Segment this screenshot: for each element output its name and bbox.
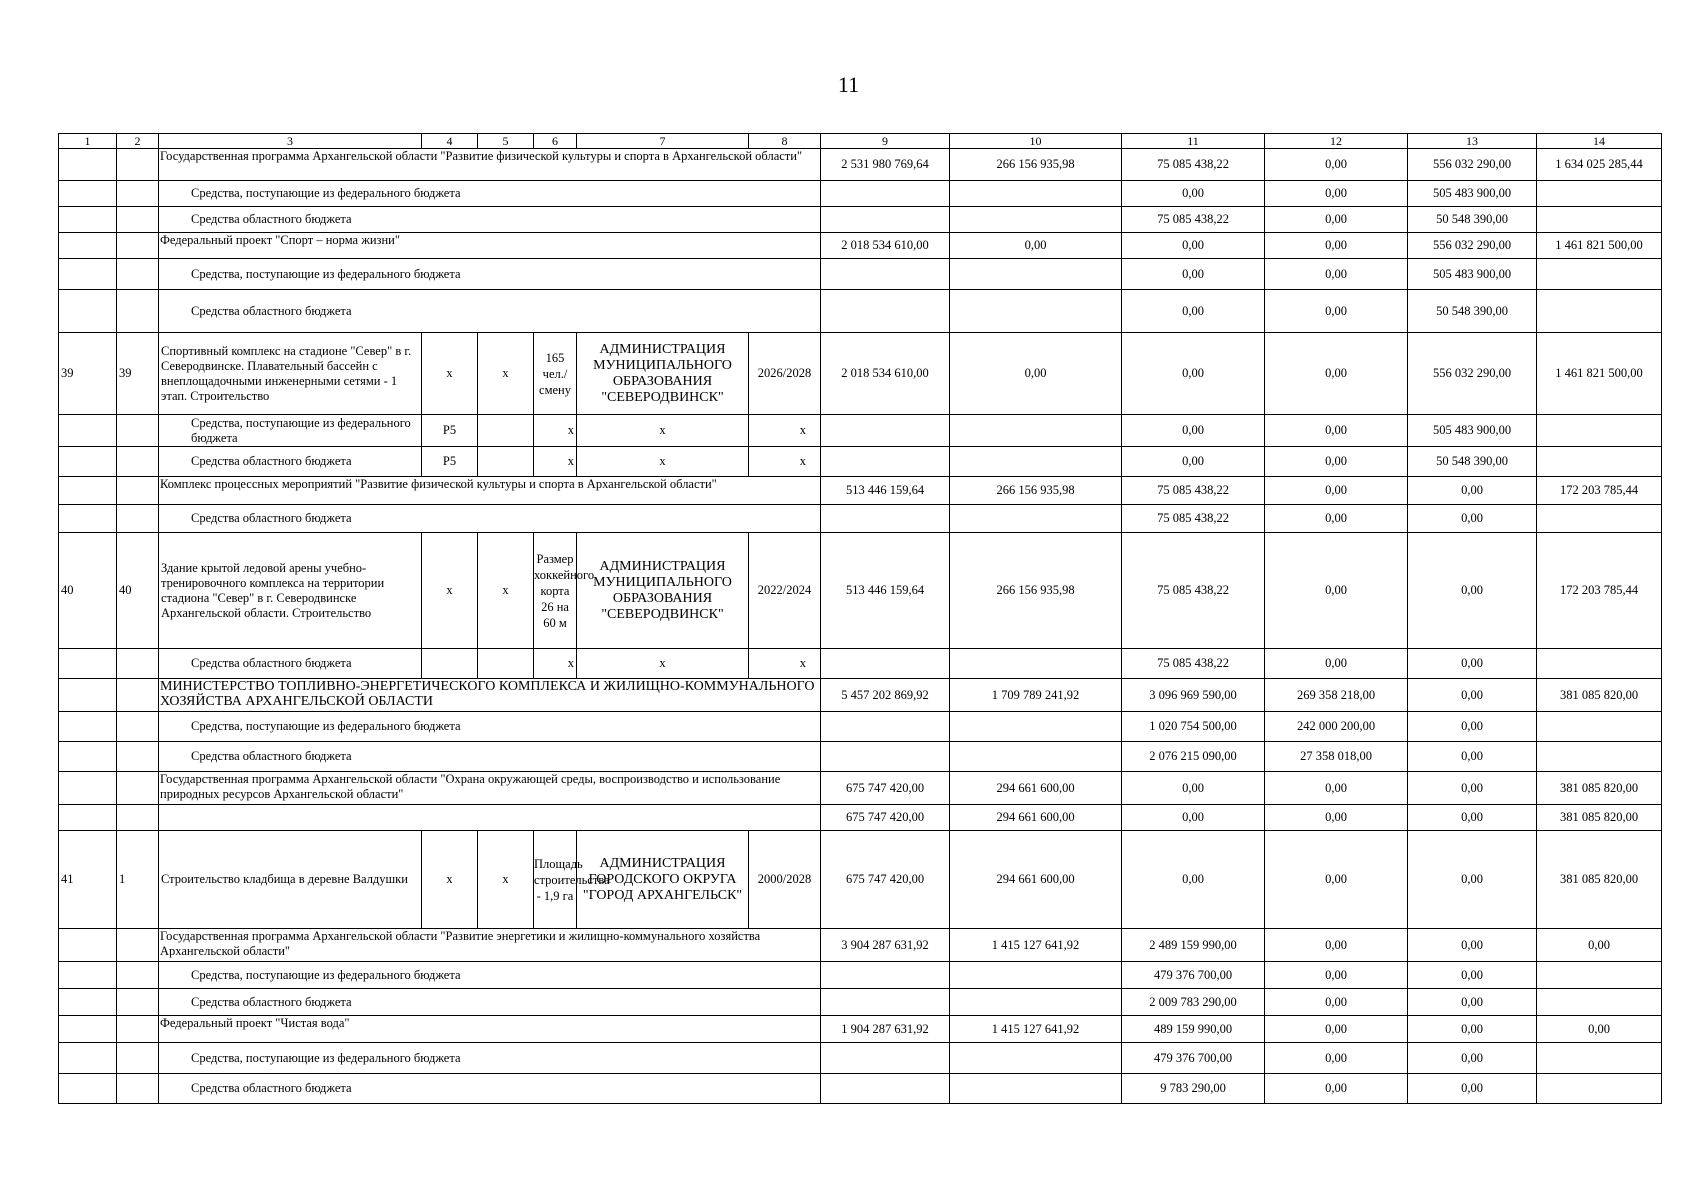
cell-value: 381 085 820,00 bbox=[1537, 831, 1662, 929]
empty-cell bbox=[59, 989, 117, 1016]
cell-value: 0,00 bbox=[1265, 805, 1408, 831]
cell-value: х bbox=[577, 649, 749, 679]
table-row bbox=[59, 772, 1662, 805]
empty-cell bbox=[478, 415, 534, 447]
empty-cell bbox=[59, 477, 117, 505]
cell-value: 479 376 700,00 bbox=[1122, 1043, 1265, 1074]
cell-value: 0,00 bbox=[1408, 805, 1537, 831]
empty-cell bbox=[950, 259, 1122, 290]
table-row bbox=[59, 679, 1662, 712]
row-description: Средства областного бюджета bbox=[159, 742, 821, 772]
cell-value: х bbox=[577, 447, 749, 477]
empty-cell bbox=[1537, 712, 1662, 742]
empty-cell bbox=[1537, 207, 1662, 233]
cell-value: 2 489 159 990,00 bbox=[1122, 929, 1265, 962]
empty-cell bbox=[117, 477, 159, 505]
empty-cell bbox=[950, 447, 1122, 477]
cell-value: 0,00 bbox=[1122, 831, 1265, 929]
cell-value: 675 747 420,00 bbox=[821, 772, 950, 805]
object-name: Здание крытой ледовой арены учебно-тренировочного комплекса на территории стадиона "Север" в г. Северодвинске Архангельской области. Строительство bbox=[159, 533, 422, 649]
cell-value: 0,00 bbox=[1265, 505, 1408, 533]
empty-cell bbox=[821, 649, 950, 679]
empty-cell bbox=[117, 290, 159, 333]
cell-value: 0,00 bbox=[1122, 233, 1265, 259]
cell-value: 0,00 bbox=[1265, 290, 1408, 333]
empty-cell bbox=[950, 505, 1122, 533]
cell-value: 0,00 bbox=[1122, 447, 1265, 477]
object-name: Строительство кладбища в деревне Валдушки bbox=[159, 831, 422, 929]
cell-value: х bbox=[534, 447, 577, 477]
empty-cell bbox=[59, 505, 117, 533]
empty-cell bbox=[117, 649, 159, 679]
empty-cell bbox=[59, 679, 117, 712]
table-row bbox=[59, 831, 1662, 929]
cell-value: 0,00 bbox=[1265, 233, 1408, 259]
cell-value: 0,00 bbox=[1265, 477, 1408, 505]
cell-value: 2 009 783 290,00 bbox=[1122, 989, 1265, 1016]
cell-value: 0,00 bbox=[1408, 989, 1537, 1016]
cell-value: Р5 bbox=[422, 415, 478, 447]
cell-value: 242 000 200,00 bbox=[1265, 712, 1408, 742]
header-cell: 9 bbox=[821, 134, 950, 149]
row-description: Государственная программа Архангельской области "Охрана окружающей среды, воспроизводство и использование природных ресурсов Архангельской области" bbox=[159, 772, 821, 805]
row-description: Средства областного бюджета bbox=[159, 505, 821, 533]
cell-value: 0,00 bbox=[1265, 207, 1408, 233]
organization: АДМИНИСТРАЦИЯ МУНИЦИПАЛЬНОГО ОБРАЗОВАНИЯ "СЕВЕРОДВИНСК" bbox=[577, 533, 749, 649]
cell-value: 0,00 bbox=[1265, 415, 1408, 447]
cell-value: 0,00 bbox=[1265, 1043, 1408, 1074]
empty-cell bbox=[59, 181, 117, 207]
cell-value: 556 032 290,00 bbox=[1408, 233, 1537, 259]
empty-cell bbox=[1537, 290, 1662, 333]
period: 2022/2024 bbox=[749, 533, 821, 649]
cell-value: 0,00 bbox=[1122, 333, 1265, 415]
header-row bbox=[59, 134, 1662, 149]
cell-value: 0,00 bbox=[1265, 181, 1408, 207]
empty-cell bbox=[59, 772, 117, 805]
header-cell: 1 bbox=[59, 134, 117, 149]
empty-cell bbox=[59, 649, 117, 679]
cell-value: х bbox=[534, 415, 577, 447]
cell-value: 0,00 bbox=[1408, 962, 1537, 989]
empty-cell bbox=[59, 742, 117, 772]
empty-cell bbox=[478, 649, 534, 679]
cell-value: 0,00 bbox=[1265, 962, 1408, 989]
cell-value: 0,00 bbox=[1408, 929, 1537, 962]
empty-cell bbox=[59, 1074, 117, 1104]
empty-cell bbox=[117, 415, 159, 447]
row-description: Средства областного бюджета bbox=[159, 290, 821, 333]
row-description: Федеральный проект "Спорт – норма жизни" bbox=[159, 233, 821, 259]
cell-value: 513 446 159,64 bbox=[821, 477, 950, 505]
capacity: 165 чел./смену bbox=[534, 333, 577, 415]
table-row bbox=[59, 477, 1662, 505]
cell-value: х bbox=[749, 649, 821, 679]
empty-cell bbox=[117, 742, 159, 772]
row-number: 41 bbox=[59, 831, 117, 929]
cell-value: х bbox=[534, 649, 577, 679]
cell-value: 0,00 bbox=[1408, 649, 1537, 679]
table-row bbox=[59, 233, 1662, 259]
row-description: Средства, поступающие из федерального бюджета bbox=[159, 1043, 821, 1074]
cell-value: 1 709 789 241,92 bbox=[950, 679, 1122, 712]
cell-value: 5 457 202 869,92 bbox=[821, 679, 950, 712]
row-description: Средства областного бюджета bbox=[159, 207, 821, 233]
period: 2026/2028 bbox=[749, 333, 821, 415]
cell-value: 0,00 bbox=[1122, 772, 1265, 805]
cell-value: 50 548 390,00 bbox=[1408, 207, 1537, 233]
cell-value: 75 085 438,22 bbox=[1122, 477, 1265, 505]
period: 2000/2028 bbox=[749, 831, 821, 929]
table-row bbox=[59, 649, 1662, 679]
cell-value: 0,00 bbox=[1408, 679, 1537, 712]
empty-cell bbox=[117, 962, 159, 989]
header-cell: 7 bbox=[577, 134, 749, 149]
empty-cell bbox=[117, 447, 159, 477]
organization: АДМИНИСТРАЦИЯ МУНИЦИПАЛЬНОГО ОБРАЗОВАНИЯ "СЕВЕРОДВИНСК" bbox=[577, 333, 749, 415]
table-row bbox=[59, 742, 1662, 772]
ministry-title: МИНИСТЕРСТВО ТОПЛИВНО-ЭНЕРГЕТИЧЕСКОГО КОМПЛЕКСА И ЖИЛИЩНО-КОММУНАЛЬНОГО ХОЗЯЙСТВА АРХАНГЕЛЬСКОЙ ОБЛАСТИ bbox=[159, 679, 821, 712]
cell-value: 0,00 bbox=[1408, 1043, 1537, 1074]
cell-value: 50 548 390,00 bbox=[1408, 447, 1537, 477]
cell-value: 1 461 821 500,00 bbox=[1537, 333, 1662, 415]
empty-cell bbox=[117, 1016, 159, 1043]
header-cell: 14 bbox=[1537, 134, 1662, 149]
empty-cell bbox=[1537, 742, 1662, 772]
cell-value: 0,00 bbox=[1408, 505, 1537, 533]
empty-cell bbox=[1537, 962, 1662, 989]
row-description: Федеральный проект "Чистая вода" bbox=[159, 1016, 821, 1043]
cell-value: 294 661 600,00 bbox=[950, 805, 1122, 831]
cell-value: х bbox=[749, 415, 821, 447]
header-cell: 5 bbox=[478, 134, 534, 149]
cell-value: 75 085 438,22 bbox=[1122, 505, 1265, 533]
table-row bbox=[59, 712, 1662, 742]
empty-cell bbox=[1537, 447, 1662, 477]
cell-value: 505 483 900,00 bbox=[1408, 181, 1537, 207]
empty-cell bbox=[59, 1043, 117, 1074]
empty-cell bbox=[117, 679, 159, 712]
cell-value: 0,00 bbox=[1408, 477, 1537, 505]
cell-value: 479 376 700,00 bbox=[1122, 962, 1265, 989]
cell-value: 1 415 127 641,92 bbox=[950, 1016, 1122, 1043]
capacity: Площадь строительства - 1,9 га bbox=[534, 831, 577, 929]
table-row bbox=[59, 415, 1662, 447]
empty-cell bbox=[1537, 989, 1662, 1016]
cell-value: 381 085 820,00 bbox=[1537, 805, 1662, 831]
row-description: Средства областного бюджета bbox=[159, 989, 821, 1016]
cell-value: 1 415 127 641,92 bbox=[950, 929, 1122, 962]
empty-cell bbox=[950, 207, 1122, 233]
page-number: 11 bbox=[837, 72, 860, 97]
cell-value: 0,00 bbox=[950, 233, 1122, 259]
cell-value: 1 461 821 500,00 bbox=[1537, 233, 1662, 259]
table-row bbox=[59, 1016, 1662, 1043]
cell-value: Р5 bbox=[422, 447, 478, 477]
cell-value: 266 156 935,98 bbox=[950, 149, 1122, 181]
cell-value: 75 085 438,22 bbox=[1122, 149, 1265, 181]
cell-value: 266 156 935,98 bbox=[950, 533, 1122, 649]
empty-cell bbox=[59, 805, 117, 831]
cell-value: 266 156 935,98 bbox=[950, 477, 1122, 505]
cell-value: 0,00 bbox=[1408, 1016, 1537, 1043]
table-row bbox=[59, 989, 1662, 1016]
empty-cell bbox=[117, 259, 159, 290]
header-cell: 8 bbox=[749, 134, 821, 149]
cell-value: 0,00 bbox=[1122, 259, 1265, 290]
cell-value: 0,00 bbox=[1265, 929, 1408, 962]
empty-cell bbox=[950, 742, 1122, 772]
cell-value: 1 904 287 631,92 bbox=[821, 1016, 950, 1043]
cell-value: 50 548 390,00 bbox=[1408, 290, 1537, 333]
empty-cell bbox=[950, 1043, 1122, 1074]
capacity: Размер хоккейного корта 26 на 60 м bbox=[534, 533, 577, 649]
empty-cell bbox=[117, 929, 159, 962]
organization: АДМИНИСТРАЦИЯ ГОРОДСКОГО ОКРУГА "ГОРОД АРХАНГЕЛЬСК" bbox=[577, 831, 749, 929]
cell-value: 1 634 025 285,44 bbox=[1537, 149, 1662, 181]
cell-value: 2 531 980 769,64 bbox=[821, 149, 950, 181]
empty-cell bbox=[422, 649, 478, 679]
cell-value: 556 032 290,00 bbox=[1408, 149, 1537, 181]
cell-value: 3 096 969 590,00 bbox=[1122, 679, 1265, 712]
row-description: Средства, поступающие из федерального бюджета bbox=[159, 259, 821, 290]
row-number: 39 bbox=[117, 333, 159, 415]
empty-cell bbox=[59, 712, 117, 742]
cell-value: 27 358 018,00 bbox=[1265, 742, 1408, 772]
cell-value: 0,00 bbox=[1265, 447, 1408, 477]
cell-value: 0,00 bbox=[1265, 1016, 1408, 1043]
empty-cell bbox=[117, 805, 159, 831]
empty-cell bbox=[1537, 181, 1662, 207]
cell-value: 0,00 bbox=[1265, 831, 1408, 929]
empty-cell bbox=[821, 742, 950, 772]
empty-cell bbox=[821, 505, 950, 533]
empty-cell bbox=[821, 1074, 950, 1104]
header-cell: 13 bbox=[1408, 134, 1537, 149]
cell-value: 0,00 bbox=[1122, 181, 1265, 207]
cell-value: 2 018 534 610,00 bbox=[821, 333, 950, 415]
empty-cell bbox=[117, 772, 159, 805]
empty-cell bbox=[950, 712, 1122, 742]
object-name: Спортивный комплекс на стадионе "Север" в г. Северодвинске. Плавательный бассейн с внеплощадочными инженерными сетями - 1 этап. Строительство bbox=[159, 333, 422, 415]
row-description: Средства областного бюджета bbox=[159, 649, 422, 679]
empty-cell bbox=[1537, 259, 1662, 290]
empty-cell bbox=[59, 962, 117, 989]
cell-value: 0,00 bbox=[1265, 333, 1408, 415]
empty-cell bbox=[59, 290, 117, 333]
empty-cell bbox=[117, 181, 159, 207]
empty-cell bbox=[59, 1016, 117, 1043]
cell-value: 0,00 bbox=[1408, 1074, 1537, 1104]
empty-cell bbox=[59, 149, 117, 181]
empty-cell bbox=[950, 649, 1122, 679]
cell-value: 0,00 bbox=[1265, 649, 1408, 679]
cell-value: х bbox=[749, 447, 821, 477]
empty-cell bbox=[821, 259, 950, 290]
header-cell: 2 bbox=[117, 134, 159, 149]
empty-cell bbox=[821, 712, 950, 742]
cell-value: 0,00 bbox=[1122, 290, 1265, 333]
cell-value: 675 747 420,00 bbox=[821, 831, 950, 929]
header-cell: 3 bbox=[159, 134, 422, 149]
table-row bbox=[59, 805, 1662, 831]
table-row bbox=[59, 181, 1662, 207]
cell-value: 0,00 bbox=[950, 333, 1122, 415]
cell-value: 0,00 bbox=[1537, 929, 1662, 962]
cell-value: 0,00 bbox=[1122, 415, 1265, 447]
empty-cell bbox=[821, 181, 950, 207]
empty-cell bbox=[59, 447, 117, 477]
empty-cell bbox=[117, 207, 159, 233]
cell-value: 675 747 420,00 bbox=[821, 805, 950, 831]
row-number: 40 bbox=[117, 533, 159, 649]
table-row bbox=[59, 207, 1662, 233]
cell-value: х bbox=[422, 533, 478, 649]
empty-cell bbox=[821, 989, 950, 1016]
cell-value: х bbox=[478, 333, 534, 415]
cell-value: х bbox=[422, 333, 478, 415]
cell-value: 489 159 990,00 bbox=[1122, 1016, 1265, 1043]
empty-cell bbox=[950, 181, 1122, 207]
cell-value: х bbox=[577, 415, 749, 447]
cell-value: 0,00 bbox=[1537, 1016, 1662, 1043]
cell-value: 381 085 820,00 bbox=[1537, 679, 1662, 712]
cell-value: 294 661 600,00 bbox=[950, 772, 1122, 805]
row-number: 40 bbox=[59, 533, 117, 649]
cell-value: 294 661 600,00 bbox=[950, 831, 1122, 929]
header-cell: 4 bbox=[422, 134, 478, 149]
empty-cell bbox=[821, 962, 950, 989]
empty-cell bbox=[1537, 415, 1662, 447]
table-row bbox=[59, 533, 1662, 649]
table-row bbox=[59, 333, 1662, 415]
cell-value: 75 085 438,22 bbox=[1122, 533, 1265, 649]
table-row bbox=[59, 505, 1662, 533]
empty-cell bbox=[950, 415, 1122, 447]
row-description: Средства областного бюджета bbox=[159, 1074, 821, 1104]
cell-value: 505 483 900,00 bbox=[1408, 415, 1537, 447]
empty-cell bbox=[117, 989, 159, 1016]
table-row bbox=[59, 149, 1662, 181]
row-description: Средства, поступающие из федерального бюджета bbox=[159, 415, 422, 447]
cell-value: 0,00 bbox=[1265, 1074, 1408, 1104]
cell-value: 513 446 159,64 bbox=[821, 533, 950, 649]
row-description: Средства, поступающие из федерального бюджета bbox=[159, 962, 821, 989]
empty-cell bbox=[821, 1043, 950, 1074]
empty-cell bbox=[1537, 649, 1662, 679]
cell-value: 0,00 bbox=[1122, 805, 1265, 831]
header-cell: 10 bbox=[950, 134, 1122, 149]
empty-cell bbox=[1537, 1043, 1662, 1074]
row-number: 39 bbox=[59, 333, 117, 415]
header-cell: 6 bbox=[534, 134, 577, 149]
cell-value: х bbox=[422, 831, 478, 929]
table-row bbox=[59, 1074, 1662, 1104]
table-row bbox=[59, 962, 1662, 989]
empty-cell bbox=[1537, 1074, 1662, 1104]
cell-value: 0,00 bbox=[1265, 149, 1408, 181]
table-row bbox=[59, 290, 1662, 333]
empty-cell bbox=[117, 505, 159, 533]
cell-value: 75 085 438,22 bbox=[1122, 649, 1265, 679]
row-description: Средства, поступающие из федерального бюджета bbox=[159, 181, 821, 207]
empty-cell bbox=[821, 207, 950, 233]
cell-value: 0,00 bbox=[1408, 831, 1537, 929]
cell-value: 0,00 bbox=[1265, 989, 1408, 1016]
empty-cell bbox=[478, 447, 534, 477]
empty-cell bbox=[950, 1074, 1122, 1104]
cell-value: 9 783 290,00 bbox=[1122, 1074, 1265, 1104]
empty-cell bbox=[59, 415, 117, 447]
cell-value: 2 018 534 610,00 bbox=[821, 233, 950, 259]
row-description bbox=[159, 805, 821, 831]
empty-cell bbox=[950, 290, 1122, 333]
empty-cell bbox=[821, 290, 950, 333]
cell-value: 0,00 bbox=[1265, 259, 1408, 290]
cell-value: 0,00 bbox=[1408, 772, 1537, 805]
empty-cell bbox=[117, 1074, 159, 1104]
row-description: Государственная программа Архангельской области "Развитие энергетики и жилищно-коммунального хозяйства Архангельской области" bbox=[159, 929, 821, 962]
cell-value: 0,00 bbox=[1408, 742, 1537, 772]
cell-value: 0,00 bbox=[1265, 772, 1408, 805]
cell-value: 0,00 bbox=[1408, 533, 1537, 649]
empty-cell bbox=[117, 149, 159, 181]
cell-value: 381 085 820,00 bbox=[1537, 772, 1662, 805]
budget-table bbox=[58, 133, 1662, 1104]
row-number: 1 bbox=[117, 831, 159, 929]
row-description: Комплекс процессных мероприятий "Развитие физической культуры и спорта в Архангельской области" bbox=[159, 477, 821, 505]
empty-cell bbox=[821, 415, 950, 447]
cell-value: 2 076 215 090,00 bbox=[1122, 742, 1265, 772]
empty-cell bbox=[117, 233, 159, 259]
cell-value: 75 085 438,22 bbox=[1122, 207, 1265, 233]
cell-value: 1 020 754 500,00 bbox=[1122, 712, 1265, 742]
header-cell: 12 bbox=[1265, 134, 1408, 149]
empty-cell bbox=[59, 233, 117, 259]
empty-cell bbox=[59, 259, 117, 290]
cell-value: 3 904 287 631,92 bbox=[821, 929, 950, 962]
cell-value: 0,00 bbox=[1265, 533, 1408, 649]
empty-cell bbox=[117, 1043, 159, 1074]
row-description: Средства, поступающие из федерального бюджета bbox=[159, 712, 821, 742]
empty-cell bbox=[59, 929, 117, 962]
table-row bbox=[59, 929, 1662, 962]
table-row bbox=[59, 1043, 1662, 1074]
empty-cell bbox=[950, 989, 1122, 1016]
cell-value: 556 032 290,00 bbox=[1408, 333, 1537, 415]
cell-value: 505 483 900,00 bbox=[1408, 259, 1537, 290]
header-cell: 11 bbox=[1122, 134, 1265, 149]
row-description: Государственная программа Архангельской области "Развитие физической культуры и спорта в Архангельской области" bbox=[159, 149, 821, 181]
cell-value: х bbox=[478, 533, 534, 649]
empty-cell bbox=[117, 712, 159, 742]
row-description: Средства областного бюджета bbox=[159, 447, 422, 477]
cell-value: 172 203 785,44 bbox=[1537, 477, 1662, 505]
cell-value: 0,00 bbox=[1408, 712, 1537, 742]
empty-cell bbox=[1537, 505, 1662, 533]
empty-cell bbox=[821, 447, 950, 477]
cell-value: 269 358 218,00 bbox=[1265, 679, 1408, 712]
empty-cell bbox=[950, 962, 1122, 989]
table-row bbox=[59, 447, 1662, 477]
table-row bbox=[59, 259, 1662, 290]
cell-value: х bbox=[478, 831, 534, 929]
cell-value: 172 203 785,44 bbox=[1537, 533, 1662, 649]
empty-cell bbox=[59, 207, 117, 233]
